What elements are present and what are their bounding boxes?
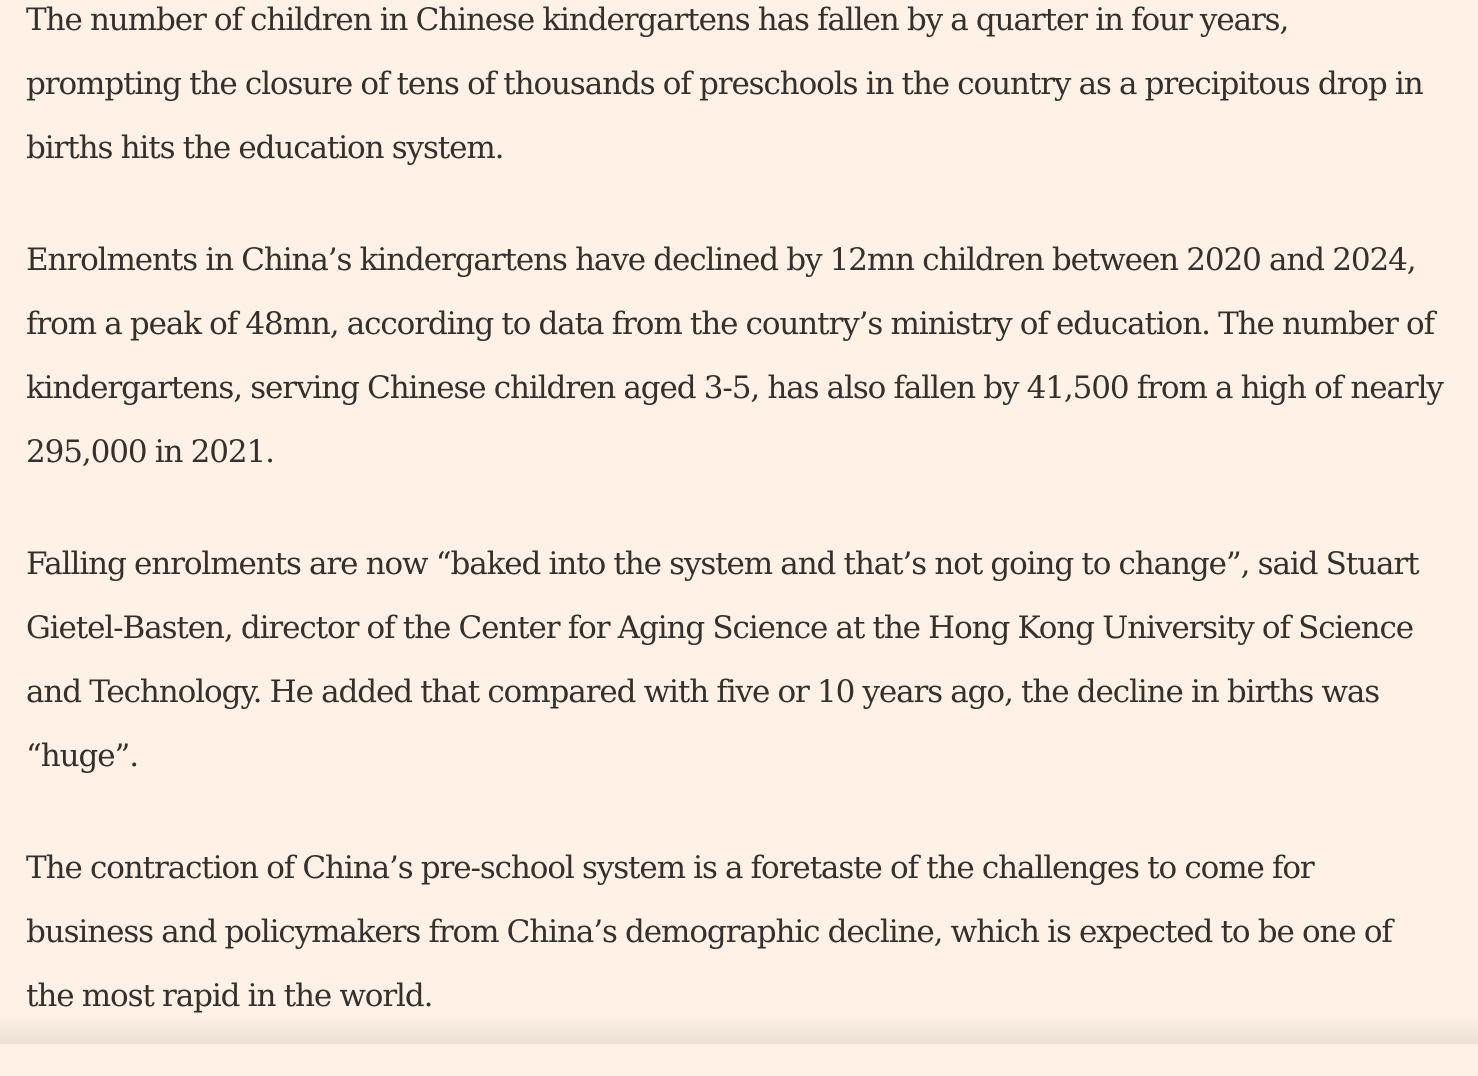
article-paragraph-demographic-outlook: The contraction of China’s pre-school system is a foretaste of the challenges to come for business and policymakers from China’s demographic decline, which is expected to be one of the most rapid in the world. <box>26 850 1392 1014</box>
article-body <box>26 0 1446 1076</box>
article-paragraph-expert-quote: Falling enrolments are now “baked into the system and that’s not going to change”, said Stuart Gietel-Basten, director of the Center for Aging Science at the Hong Kong University of Science and Technology. He added that compared with five or 10 years ago, the decline in births was “huge”. <box>26 546 1419 774</box>
article-paragraph-kindergarten-decline: The number of children in Chinese kindergartens has fallen by a quarter in four years, prompting the closure of tens of thousands of preschools in the country as a precipitous drop in births hits the education system. <box>26 2 1423 166</box>
article-paragraph-enrolment-data: Enrolments in China’s kindergartens have declined by 12mn children between 2020 and 2024, from a peak of 48mn, according to data from the country’s ministry of education. The number of kindergartens, serving Chinese children aged 3-5, has also fallen by 41,500 from a high of nearly 295,000 in 2021. <box>26 242 1443 470</box>
